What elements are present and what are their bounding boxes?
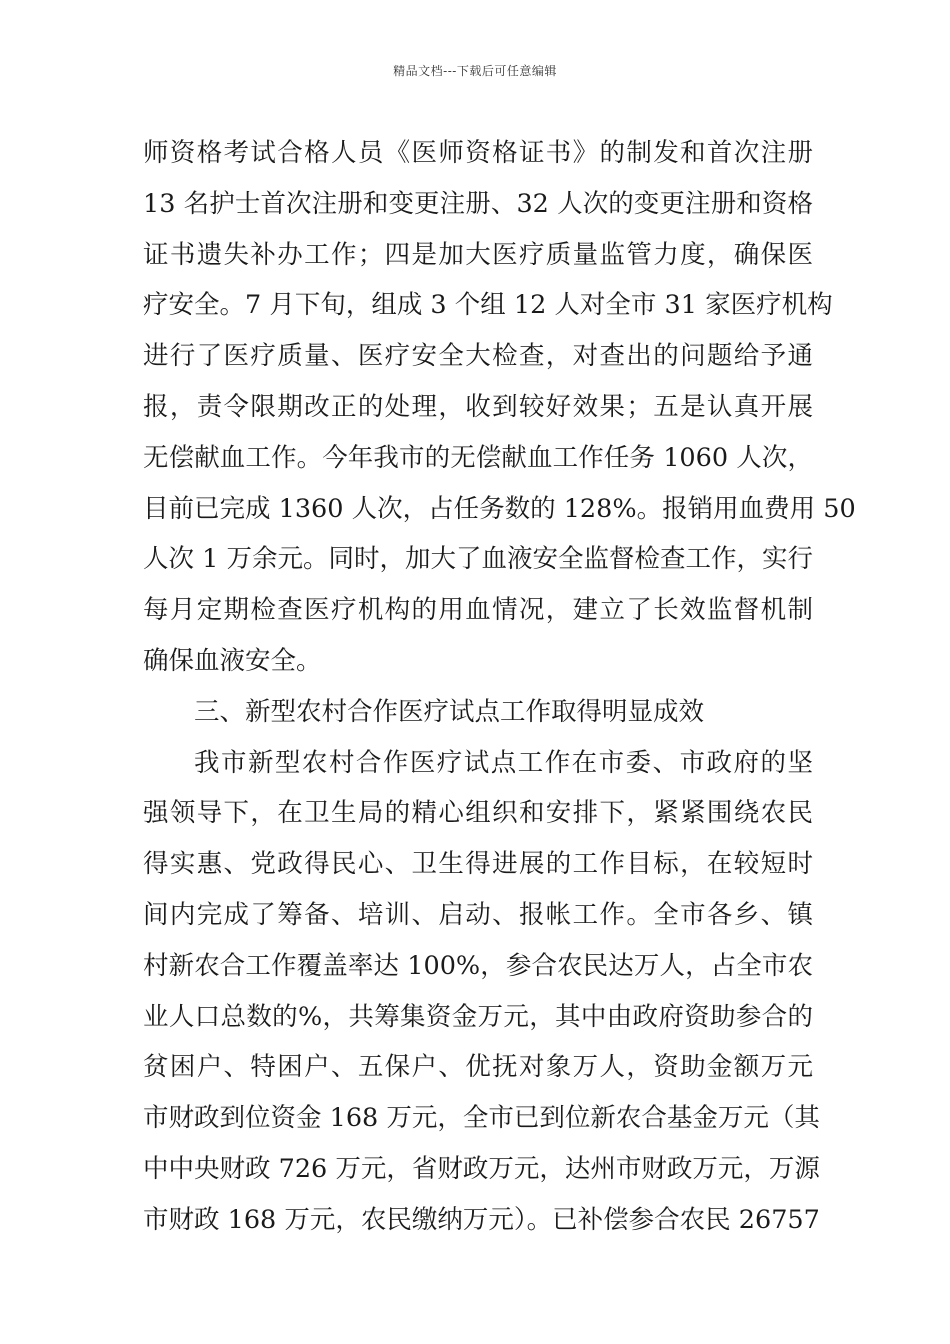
text-line: 报，责令限期改正的处理，收到较好效果；五是认真开展 [143,391,813,422]
text-line: 证书遗失补办工作；四是加大医疗质量监管力度，确保医 [143,239,813,270]
text-line: 人次 1 万余元。同时，加大了血液安全监督检查工作，实行 [143,544,813,575]
text-line: 师资格考试合格人员《医师资格证书》的制发和首次注册 [143,138,813,168]
page-header: 精品文档---下载后可任意编辑 [393,64,557,78]
text-line: 确保血液安全。 [143,645,322,676]
text-line: 间内完成了筹备、培训、启动、报帐工作。全市各乡、镇 [143,899,813,930]
text-line: 每月定期检查医疗机构的用血情况，建立了长效监督机制 [143,595,813,626]
document-body [143,128,856,1246]
text-line: 业人口总数的%，共筹集资金万元，其中由政府资助参合的 [143,1001,813,1032]
text-line: 得实惠、党政得民心、卫生得进展的工作目标，在较短时 [143,849,813,880]
text-line: 中中央财政 726 万元，省财政万元，达州市财政万元，万源 [143,1153,820,1184]
text-line: 强领导下，在卫生局的精心组织和安排下，紧紧围绕农民 [143,798,813,829]
text-line: 贫困户、特困户、五保户、优抚对象万人，资助金额万元 [143,1052,813,1083]
text-line: 无偿献血工作。今年我市的无偿献血工作任务 1060 人次， [143,442,813,473]
text-line: 市财政到位资金 168 万元，全市已到位新农合基金万元（其 [143,1103,820,1134]
text-line: 13 名护士首次注册和变更注册、32 人次的变更注册和资格 [143,188,813,219]
text-line: 我市新型农村合作医疗试点工作在市委、市政府的坚 [194,747,813,778]
text-line: 目前已完成 1360 人次，占任务数的 128%。报销用血费用 50 [143,493,856,524]
text-line: 疗安全。7 月下旬，组成 3 个组 12 人对全市 31 家医疗机构 [143,290,833,321]
section-heading: 三、新型农村合作医疗试点工作取得明显成效 [194,696,705,727]
text-line: 市财政 168 万元，农民缴纳万元）。已补偿参合农民 26757 [143,1204,820,1235]
text-line: 进行了医疗质量、医疗安全大检查，对查出的问题给予通 [143,341,813,372]
text-line: 村新农合工作覆盖率达 100%，参合农民达万人，占全市农 [143,950,813,981]
